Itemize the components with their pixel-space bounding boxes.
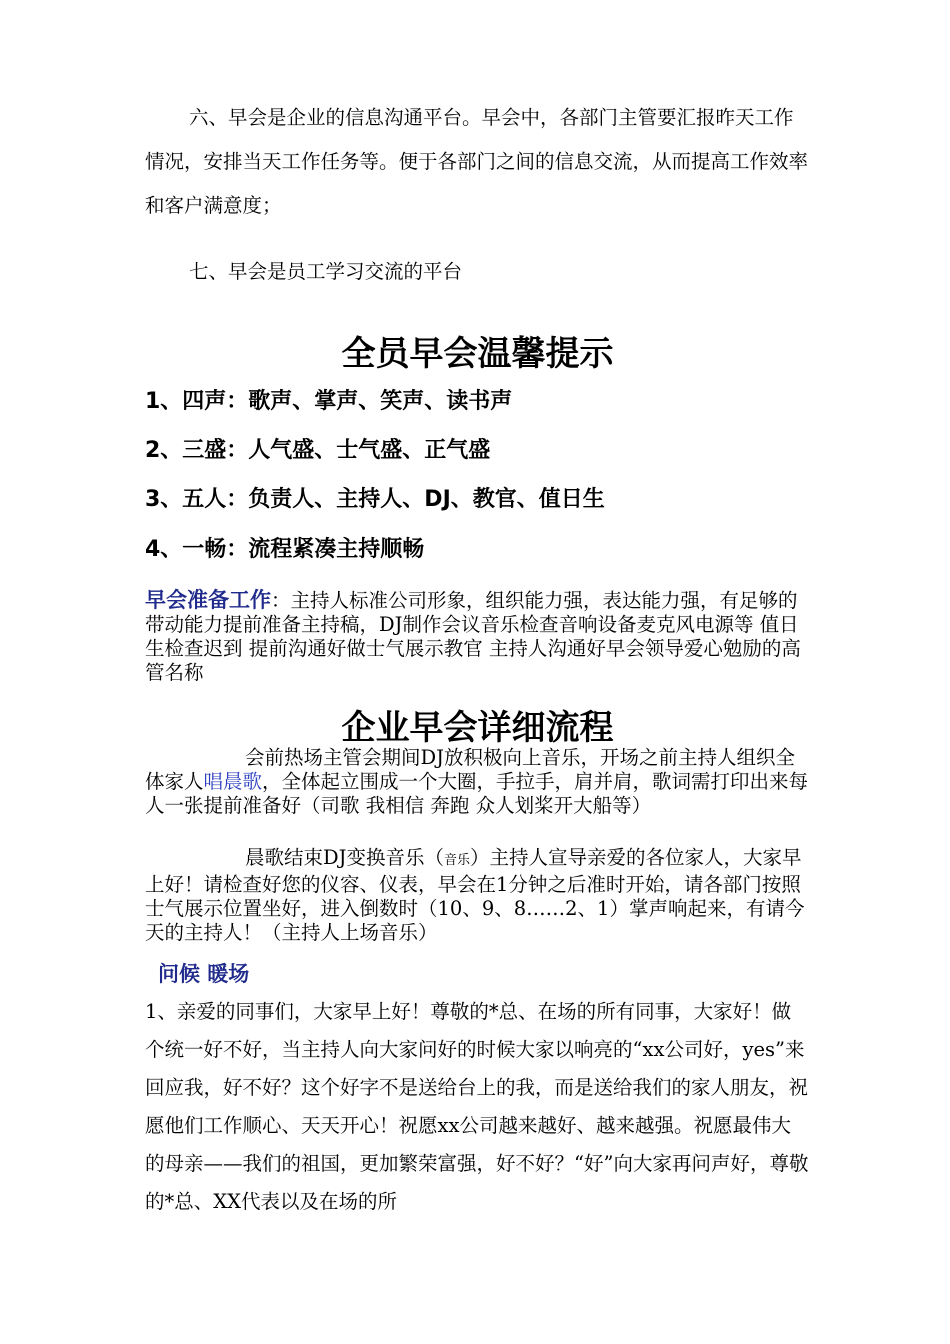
tip-item: 4、一畅：流程紧凑主持顺畅 bbox=[145, 537, 425, 562]
flow-paragraph-two bbox=[145, 846, 810, 945]
flow-small-text: 音乐 bbox=[443, 853, 470, 868]
flow-text: ，全体起立围成一个大圈，手拉手，肩并肩，歌词需打印出来每人一张提前准备好（司歌 我相信 奔跑 众人划桨开大船等） bbox=[145, 770, 809, 817]
paragraph-seven: 七、早会是员工学习交流的平台 bbox=[189, 260, 463, 283]
tips-title: 全员早会温馨提示 bbox=[341, 334, 614, 374]
paragraph-six: 六、早会是企业的信息沟通平台。早会中，各部门主管要汇报昨天工作情况，安排当天工作任务等。便于各部门之间的信息交流，从而提高工作效率和客户满意度； bbox=[145, 106, 809, 217]
flow-title: 企业早会详细流程 bbox=[341, 708, 614, 748]
morning-song-link[interactable]: 唱晨歌 bbox=[203, 770, 263, 793]
prep-paragraph bbox=[145, 588, 810, 685]
tip-item: 3、五人：负责人、主持人、DJ、教官、值日生 bbox=[145, 487, 605, 512]
prep-label: 早会准备工作 bbox=[145, 588, 271, 612]
flow-text: 会前热场主管会期间DJ放积极向上音乐，开场之前主持人组织全体家人 bbox=[145, 746, 795, 793]
prep-colon: ： bbox=[271, 589, 291, 612]
greet-heading: 问候 暖场 bbox=[158, 962, 250, 986]
flow-paragraph-one bbox=[145, 746, 810, 818]
flow-text: ）主持人宣导亲爱的各位家人，大家早上好！请检查好您的仪容、仪表，早会在1分钟之后准时开始，请各部门按照士气展示位置坐好，进入倒数时（10、9、8……2、1）掌声响起来，有请今天的主持人！（主持人上场音乐） bbox=[145, 846, 805, 944]
prep-text: 主持人标准公司形象，组织能力强，表达能力强，有足够的带动能力提前准备主持稿，DJ制作会议音乐检查音响设备麦克风电源等 值日生检查迟到 提前沟通好做士气展示教官 主持人沟通好早会领导爱心勉励的高管名称 bbox=[145, 589, 801, 684]
greet-paragraph: 1、亲爱的同事们，大家早上好！尊敬的*总、在场的所有同事，大家好！做个统一好不好，当主持人向大家问好的时候大家以响亮的“xx公司好，yes”来回应我，好不好？这个好字不是送给台上的我，而是送给我们的家人朋友，祝愿他们工作顺心、天天开心！祝愿xx公司越来越好、越来越强。祝愿最伟大的母亲——我们的祖国，更加繁荣富强，好不好？“好”向大家再问声好，尊敬的*总、XX代表以及在场的所 bbox=[145, 1000, 809, 1213]
tip-item: 1、四声：歌声、掌声、笑声、读书声 bbox=[145, 389, 513, 414]
tip-item: 2、三盛：人气盛、士气盛、正气盛 bbox=[145, 438, 491, 463]
flow-text: 晨歌结束DJ变换音乐（ bbox=[245, 846, 444, 869]
